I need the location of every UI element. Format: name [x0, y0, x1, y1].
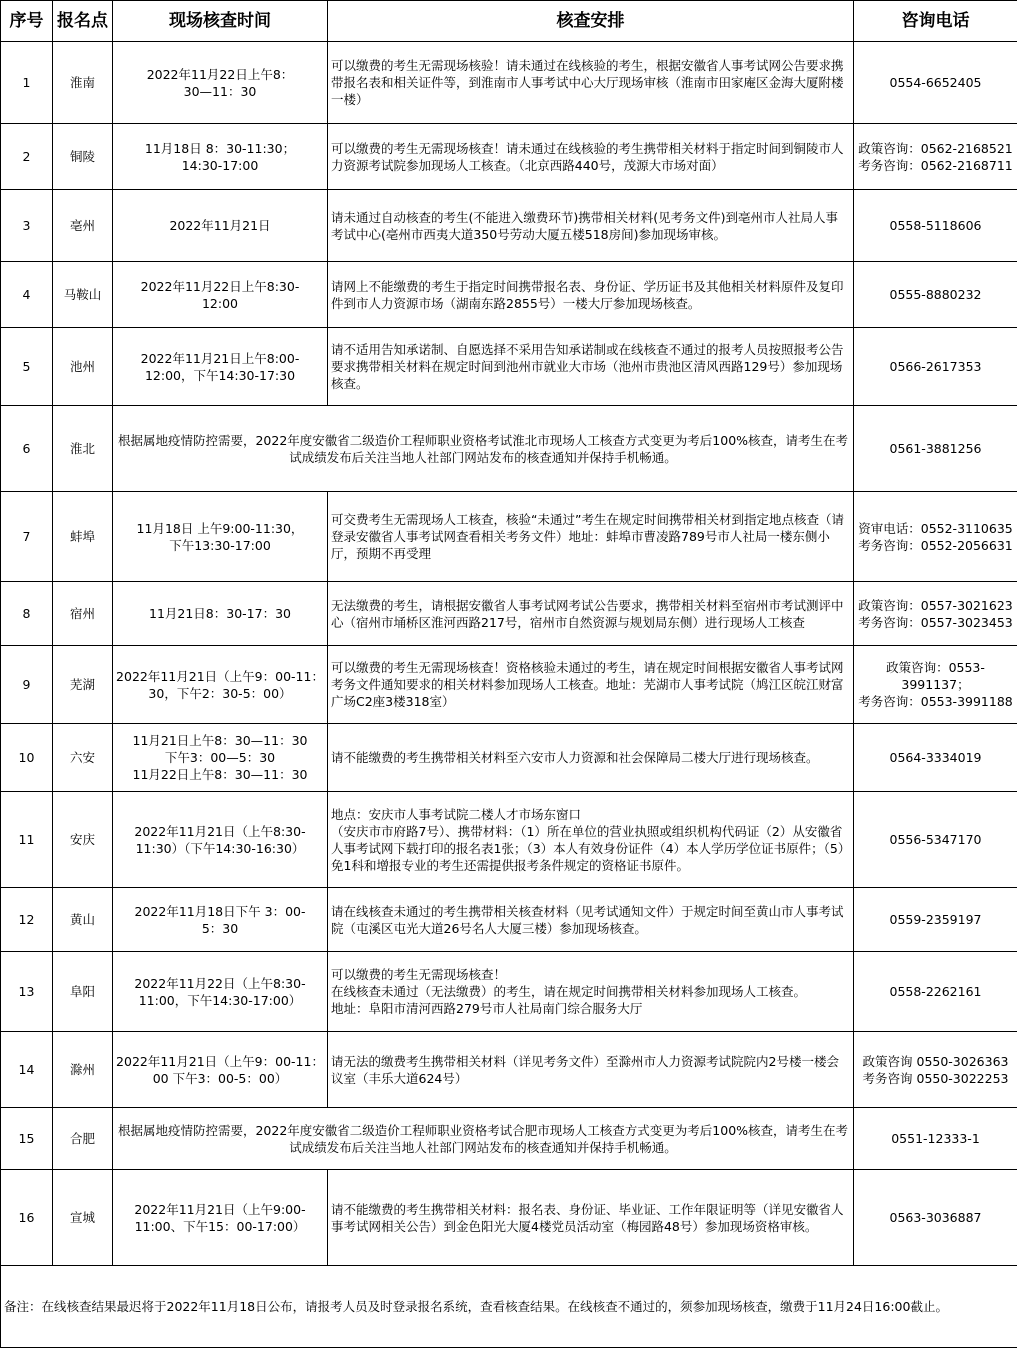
row-phone: 资审电话：0552-3110635 考务咨询：0552-2056631	[854, 492, 1017, 582]
table-row	[1, 262, 1017, 328]
row-phone: 0563-3036887	[854, 1170, 1017, 1266]
row-location: 马鞍山	[53, 262, 113, 328]
row-location: 淮南	[53, 42, 113, 124]
row-location: 亳州	[53, 190, 113, 262]
table-row	[1, 1032, 1017, 1108]
row-location: 滁州	[53, 1032, 113, 1108]
row-location: 合肥	[53, 1108, 113, 1170]
row-time: 2022年11月21日（上午8:30-11:30）（下午14:30-16:30）	[113, 792, 328, 888]
row-location: 铜陵	[53, 124, 113, 190]
table-row	[1, 328, 1017, 406]
row-seq: 10	[1, 724, 53, 792]
row-location: 六安	[53, 724, 113, 792]
table-row	[1, 646, 1017, 724]
row-phone: 0558-2262161	[854, 952, 1017, 1032]
row-phone: 0564-3334019	[854, 724, 1017, 792]
row-phone: 0554-6652405	[854, 42, 1017, 124]
row-location: 淮北	[53, 406, 113, 492]
row-arrangement: 请不能缴费的考生携带相关材料：报名表、身份证、毕业证、工作年限证明等（详见安徽省人事考试网相关公告）到金色阳光大厦4楼党员活动室（梅园路48号）参加现场资格审核。	[328, 1170, 854, 1266]
row-seq: 9	[1, 646, 53, 724]
table-row	[1, 724, 1017, 792]
row-seq: 15	[1, 1108, 53, 1170]
row-time: 2022年11月21日上午8:00- 12:00，下午14:30-17:30	[113, 328, 328, 406]
note-row	[1, 1266, 1017, 1348]
row-arrangement: 可交费考生无需现场人工核查，核验“未通过”考生在规定时间携带相关材到指定地点核查（请登录安徽省人事考试网查看相关考务文件）地址：蚌埠市曹凌路789号市人社局一楼东侧小厅，预期不再受理	[328, 492, 854, 582]
row-location: 池州	[53, 328, 113, 406]
row-arrangement: 可以缴费的考生无需现场核查！资格核验未通过的考生，请在规定时间根据安徽省人事考试网考务文件通知要求的相关材料参加现场人工核查。地址：芜湖市人事考试院（鸠江区皖江财富广场C2座3楼318室）	[328, 646, 854, 724]
row-location: 安庆	[53, 792, 113, 888]
footnote: 备注：在线核查结果最迟将于2022年11月18日公布，请报考人员及时登录报名系统，查看核查结果。在线核查不通过的，须参加现场核查，缴费于11月24日16:00截止。	[1, 1266, 1017, 1348]
table-row	[1, 582, 1017, 646]
row-seq: 4	[1, 262, 53, 328]
row-seq: 16	[1, 1170, 53, 1266]
row-merged-notice: 根据属地疫情防控需要，2022年度安徽省二级造价工程师职业资格考试合肥市现场人工核查方式变更为考后100%核查，请考生在考试成绩发布后关注当地人社部门网站发布的核查通知并保持手机畅通。	[113, 1108, 854, 1170]
row-time: 2022年11月21日（上午9：00-11：00 下午3：00-5：00）	[113, 1032, 328, 1108]
row-phone: 0556-5347170	[854, 792, 1017, 888]
row-phone: 政策咨询：0562-2168521 考务咨询：0562-2168711	[854, 124, 1017, 190]
header-location: 报名点	[53, 1, 113, 42]
row-arrangement: 地点：安庆市人事考试院二楼人才市场东窗口 （安庆市市府路7号）、携带材料：（1）所在单位的营业执照或组织机构代码证（2）从安徽省人事考试网下载打印的报名表1张；（3）本人有效身份证件（4）本人学历学位证书原件；（5）免1科和增报专业的考生还需提供报考条件规定的资格证书原件。	[328, 792, 854, 888]
table-row	[1, 124, 1017, 190]
row-location: 宿州	[53, 582, 113, 646]
row-seq: 5	[1, 328, 53, 406]
row-phone: 0561-3881256	[854, 406, 1017, 492]
row-seq: 11	[1, 792, 53, 888]
table-row	[1, 888, 1017, 952]
row-time: 2022年11月18日下午 3：00- 5：30	[113, 888, 328, 952]
row-arrangement: 请未通过自动核查的考生(不能进入缴费环节)携带相关材料(见考务文件)到亳州市人社局人事考试中心(亳州市西夷大道350号劳动大厦五楼518房间)参加现场审核。	[328, 190, 854, 262]
row-arrangement: 请网上不能缴费的考生于指定时间携带报名表、身份证、学历证书及其他相关材料原件及复印件到市人力资源市场（湖南东路2855号）一楼大厅参加现场核查。	[328, 262, 854, 328]
row-time: 11月18日 上午9:00-11:30， 下午13:30-17:00	[113, 492, 328, 582]
row-phone: 0566-2617353	[854, 328, 1017, 406]
row-time: 2022年11月21日	[113, 190, 328, 262]
row-seq: 12	[1, 888, 53, 952]
row-location: 蚌埠	[53, 492, 113, 582]
row-seq: 13	[1, 952, 53, 1032]
table-row	[1, 190, 1017, 262]
table-row	[1, 492, 1017, 582]
row-seq: 2	[1, 124, 53, 190]
table-row	[1, 952, 1017, 1032]
row-time: 2022年11月22日上午8:30- 12:00	[113, 262, 328, 328]
row-merged-notice: 根据属地疫情防控需要，2022年度安徽省二级造价工程师职业资格考试淮北市现场人工核查方式变更为考后100%核查，请考生在考试成绩发布后关注当地人社部门网站发布的核查通知并保持手机畅通。	[113, 406, 854, 492]
row-seq: 1	[1, 42, 53, 124]
row-seq: 6	[1, 406, 53, 492]
row-arrangement: 可以缴费的考生无需现场核查！请未通过在线核验的考生携带相关材料于指定时间到铜陵市人力资源考试院参加现场人工核查。（北京西路440号，茂源大市场对面）	[328, 124, 854, 190]
header-phone: 咨询电话	[854, 1, 1017, 42]
row-phone: 政策咨询 0550-3026363 考务咨询 0550-3022253	[854, 1032, 1017, 1108]
header-row	[1, 1, 1017, 42]
row-arrangement: 请在线核查未通过的考生携带相关核查材料（见考试通知文件）于规定时间至黄山市人事考试院（屯溪区屯光大道26号名人大厦三楼）参加现场核查。	[328, 888, 854, 952]
row-arrangement: 请不能缴费的考生携带相关材料至六安市人力资源和社会保障局二楼大厅进行现场核查。	[328, 724, 854, 792]
row-phone: 0559-2359197	[854, 888, 1017, 952]
row-seq: 7	[1, 492, 53, 582]
row-location: 宣城	[53, 1170, 113, 1266]
table-row	[1, 1170, 1017, 1266]
table-row	[1, 792, 1017, 888]
row-time: 2022年11月22日（上午8:30-11:00，下午14:30-17:00）	[113, 952, 328, 1032]
row-location: 阜阳	[53, 952, 113, 1032]
row-seq: 3	[1, 190, 53, 262]
row-phone: 政策咨询：0553-3991137； 考务咨询：0553-3991188	[854, 646, 1017, 724]
header-time: 现场核查时间	[113, 1, 328, 42]
row-phone: 0558-5118606	[854, 190, 1017, 262]
table-row	[1, 42, 1017, 124]
row-time: 2022年11月22日上午8： 30—11：30	[113, 42, 328, 124]
row-arrangement: 请无法的缴费考生携带相关材料（详见考务文件）至滁州市人力资源考试院院内2号楼一楼会议室（丰乐大道624号）	[328, 1032, 854, 1108]
row-arrangement: 可以缴费的考生无需现场核验！请未通过在线核验的考生，根据安徽省人事考试网公告要求携带报名表和相关证件等，到淮南市人事考试中心大厅现场审核（淮南市田家庵区金海大厦附楼一楼）	[328, 42, 854, 124]
row-arrangement: 无法缴费的考生，请根据安徽省人事考试网考试公告要求，携带相关材料至宿州市考试测评中心（宿州市埇桥区淮河西路217号，宿州市自然资源与规划局东侧）进行现场人工核查	[328, 582, 854, 646]
table-row	[1, 1108, 1017, 1170]
table-row	[1, 406, 1017, 492]
row-location: 芜湖	[53, 646, 113, 724]
row-phone: 政策咨询：0557-3021623 考务咨询：0557-3023453	[854, 582, 1017, 646]
row-seq: 8	[1, 582, 53, 646]
row-time: 2022年11月21日（上午9:00-11:00、下午15：00-17:00）	[113, 1170, 328, 1266]
row-phone: 0551-12333-1	[854, 1108, 1017, 1170]
row-time: 11月21日8：30-17：30	[113, 582, 328, 646]
header-seq: 序号	[1, 1, 53, 42]
row-arrangement: 请不适用告知承诺制、自愿选择不采用告知承诺制或在线核查不通过的报考人员按照报考公告要求携带相关材料在规定时间到池州市就业大市场（池州市贵池区清风西路129号）参加现场核查。	[328, 328, 854, 406]
row-arrangement: 可以缴费的考生无需现场核查！ 在线核查未通过（无法缴费）的考生，请在规定时间携带相关材料参加现场人工核查。 地址：阜阳市清河西路279号市人社局南门综合服务大厅	[328, 952, 854, 1032]
row-phone: 0555-8880232	[854, 262, 1017, 328]
header-arrangement: 核查安排	[328, 1, 854, 42]
row-seq: 14	[1, 1032, 53, 1108]
row-time: 2022年11月21日（上午9：00-11：30，下午2：30-5：00）	[113, 646, 328, 724]
row-time: 11月18日 8：30-11:30； 14:30-17:00	[113, 124, 328, 190]
row-location: 黄山	[53, 888, 113, 952]
row-time: 11月21日上午8：30—11：30 下午3：00—5：30 11月22日上午8：30—11：30	[113, 724, 328, 792]
